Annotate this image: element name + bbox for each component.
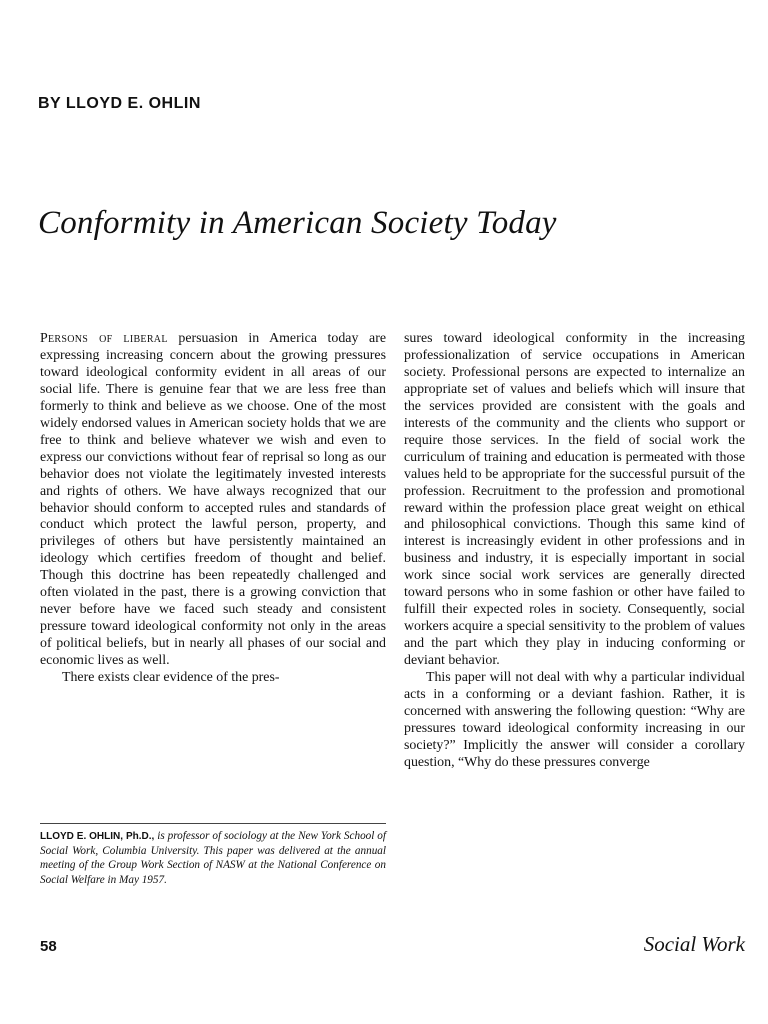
body-paragraph: sures toward ideological conformity in the increasing professionalization of service occupations in American society. Professional persons are expected to internalize an appropriate set of values and beliefs which will insure that the services provided are consistent with the goals and interests of the community and the clients who support or require those services. In the field of social work the curriculum of training and education is permeated with those values held to be appropriate for the successful pursuit of the profession. Recruitment to the profession and promotional reward within the profession place great weight on ethical and philosophical convictions. Though this same kind of interest is increasingly evident in other professions and in business and industry, it is especially important in social work since social work services are generally directed toward persons who in some fashion or other have failed to fulfill their expected roles in society. Consequently, social workers acquire a special sensitivity to the problem of values and the part which they play in inducing conforming or deviant behavior. xyxy=(404,331,745,669)
body-paragraph: This paper will not deal with why a particular individual acts in a conforming or a deviant fashion. Rather, it is concerned with answering the following question: “Why are pressures toward ideological conformity increasing in our society?” Implicitly the answer will consider a corollary question, “Why do these pressures converge xyxy=(404,670,745,770)
author-byline: BY LLOYD E. OHLIN xyxy=(38,95,201,112)
article-title: Conformity in American Society Today xyxy=(38,205,557,241)
right-column xyxy=(404,331,745,772)
page-number: 58 xyxy=(40,938,57,955)
journal-name: Social Work xyxy=(643,932,745,956)
left-column xyxy=(40,331,386,687)
body-paragraph xyxy=(40,331,386,670)
footnote-divider xyxy=(40,823,386,824)
body-paragraph: There exists clear evidence of the pres- xyxy=(62,670,280,686)
footnote-text: is professor of sociology at the New York School of Social Work, Columbia University. This paper was delivered at the annual meeting of the Group Work Section of NASW at the National Conference on Social Welfare in May 1957. xyxy=(40,830,386,886)
paragraph-text: persuasion in America today are expressing increasing concern about the growing pressures toward ideological conformity evident in all areas of our social life. There is genuine fear that we are less free than formerly to think and believe as we choose. One of the most widely endorsed values in American society holds that we are free to think and believe whatever we wish and even to express our convictions without fear of reprisal so long as our behavior does not violate the legitimately invested interests and rights of others. We have always recognized that our behavior should conform to accepted rules and standards of conduct which protect the lawful person, property, and privileges of others but have persistently maintained an ideology which certifies freedom of thought and belief. Though this doctrine has been repeatedly challenged and often violated in the past, there is a growing conviction that never before have we faced such steady and consistent pressure toward ideological conformity not only in the areas of political beliefs, but in nearly all phases of our social and economic lives as well. xyxy=(40,331,386,669)
footnote-author: LLOYD E. OHLIN, Ph.D., xyxy=(40,831,155,842)
author-footnote xyxy=(40,829,386,887)
lead-in-text: Persons of liberal xyxy=(40,331,168,346)
